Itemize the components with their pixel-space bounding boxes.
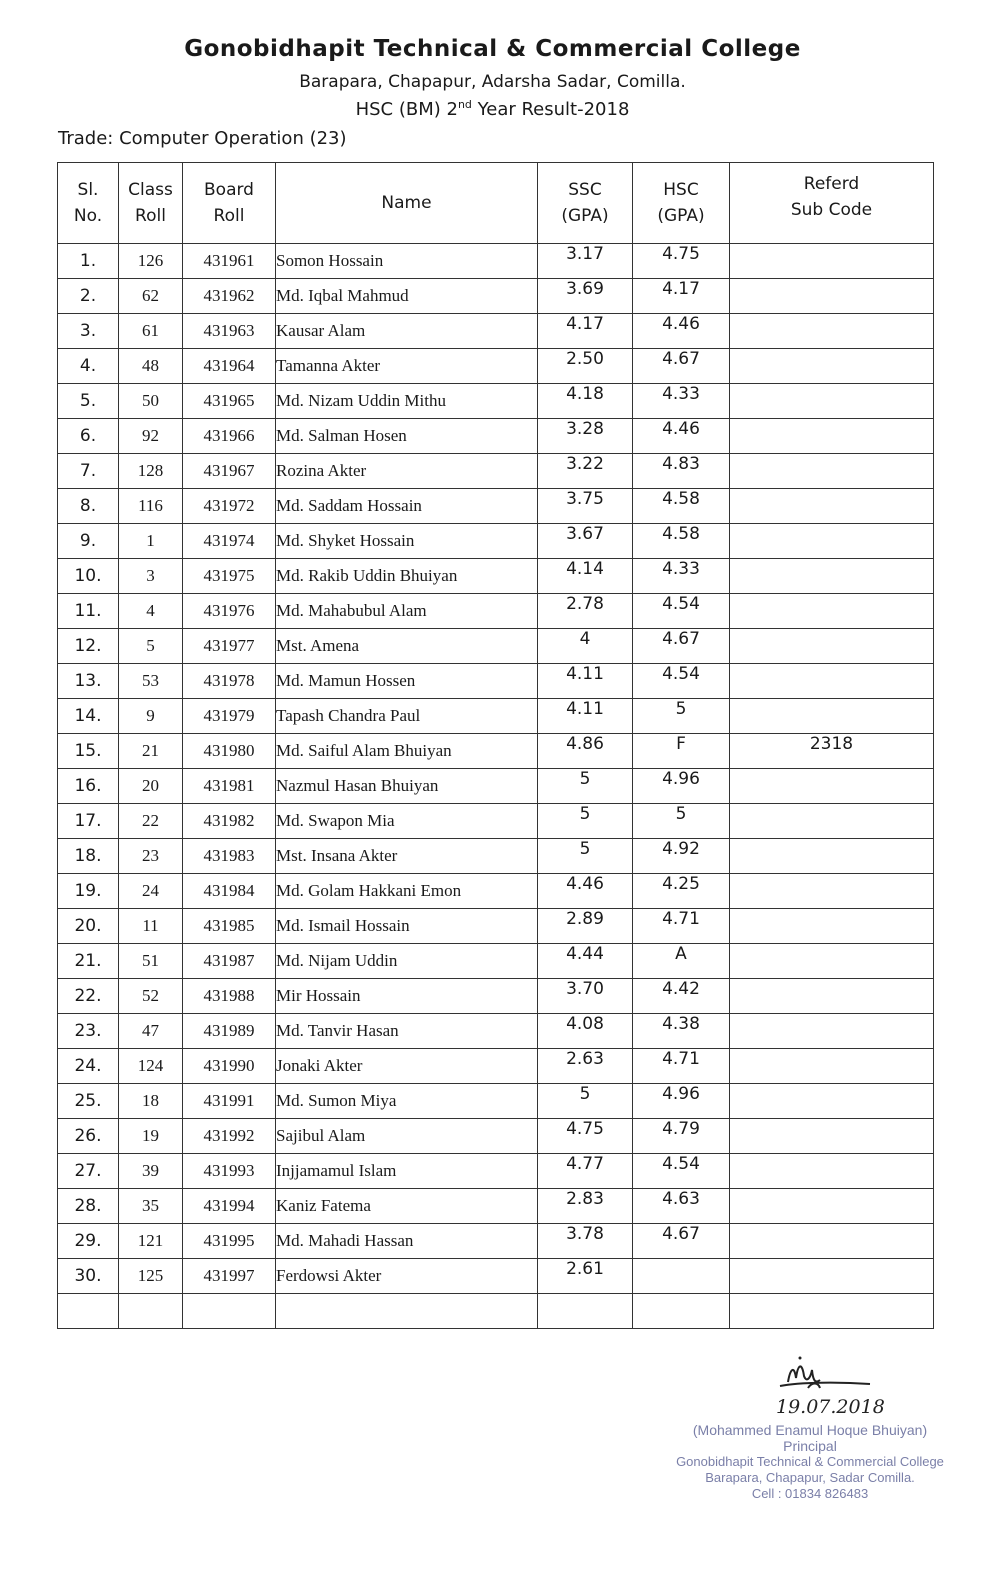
row-name: Md. Saiful Alam Bhuiyan xyxy=(276,734,538,769)
row-referd-sub-code xyxy=(730,664,934,699)
row-class-roll: 11 xyxy=(119,909,183,944)
row-hsc-gpa: F xyxy=(633,734,730,769)
row-board-roll: 431981 xyxy=(183,769,276,804)
row-referd-sub-code xyxy=(730,279,934,314)
row-name: Md. Tanvir Hasan xyxy=(276,1014,538,1049)
row-name: Sajibul Alam xyxy=(276,1119,538,1154)
row-class-roll: 126 xyxy=(119,244,183,279)
row-sl-no: 26. xyxy=(58,1119,119,1154)
row-class-roll: 51 xyxy=(119,944,183,979)
row-hsc-gpa: A xyxy=(633,944,730,979)
row-referd-sub-code xyxy=(730,1189,934,1224)
signature-date: 19.07.2018 xyxy=(776,1396,885,1418)
row-sl-no: 8. xyxy=(58,489,119,524)
table-row xyxy=(58,734,934,769)
row-name: Md. Mahabubul Alam xyxy=(276,594,538,629)
row-class-roll: 19 xyxy=(119,1119,183,1154)
row-referd-sub-code xyxy=(730,629,934,664)
row-hsc-gpa: 4.83 xyxy=(633,454,730,489)
row-name: Md. Swapon Mia xyxy=(276,804,538,839)
row-referd-sub-code xyxy=(730,349,934,384)
row-class-roll: 39 xyxy=(119,1154,183,1189)
row-board-roll: 431995 xyxy=(183,1224,276,1259)
row-ssc-gpa: 4.46 xyxy=(538,874,633,909)
row-sl-no: 21. xyxy=(58,944,119,979)
row-hsc-gpa: 4.96 xyxy=(633,1084,730,1119)
table-row xyxy=(58,629,934,664)
row-ssc-gpa: 2.89 xyxy=(538,909,633,944)
table-row xyxy=(58,874,934,909)
row-class-roll: 22 xyxy=(119,804,183,839)
row-hsc-gpa: 5 xyxy=(633,699,730,734)
row-hsc-gpa: 4.54 xyxy=(633,664,730,699)
row-sl-no: 3. xyxy=(58,314,119,349)
row-class-roll: 18 xyxy=(119,1084,183,1119)
row-hsc-gpa: 5 xyxy=(633,804,730,839)
row-board-roll: 431983 xyxy=(183,839,276,874)
row-board-roll: 431977 xyxy=(183,629,276,664)
row-sl-no: 20. xyxy=(58,909,119,944)
college-name: Gonobidhapit Technical & Commercial College xyxy=(184,36,801,62)
row-hsc-gpa: 4.54 xyxy=(633,1154,730,1189)
row-sl-no: 15. xyxy=(58,734,119,769)
row-referd-sub-code xyxy=(730,594,934,629)
row-sl-no: 23. xyxy=(58,1014,119,1049)
row-sl-no: 7. xyxy=(58,454,119,489)
row-hsc-gpa: 4.25 xyxy=(633,874,730,909)
row-referd-sub-code xyxy=(730,944,934,979)
row-referd-sub-code xyxy=(730,454,934,489)
table-body xyxy=(58,244,934,1329)
row-class-roll xyxy=(119,1294,183,1329)
row-sl-no: 19. xyxy=(58,874,119,909)
table-header-row xyxy=(58,163,934,244)
row-ssc-gpa: 3.75 xyxy=(538,489,633,524)
row-name: Md. Ismail Hossain xyxy=(276,909,538,944)
row-ssc-gpa: 5 xyxy=(538,769,633,804)
stamp-address: Barapara, Chapapur, Sadar Comilla. xyxy=(705,1470,915,1485)
row-board-roll: 431990 xyxy=(183,1049,276,1084)
row-ssc-gpa: 2.83 xyxy=(538,1189,633,1224)
row-referd-sub-code xyxy=(730,769,934,804)
row-name: Md. Saddam Hossain xyxy=(276,489,538,524)
row-name: Md. Nijam Uddin xyxy=(276,944,538,979)
row-board-roll: 431976 xyxy=(183,594,276,629)
row-hsc-gpa: 4.38 xyxy=(633,1014,730,1049)
row-board-roll: 431985 xyxy=(183,909,276,944)
row-name: Mst. Amena xyxy=(276,629,538,664)
row-name: Ferdowsi Akter xyxy=(276,1259,538,1294)
table-row xyxy=(58,384,934,419)
row-ssc-gpa: 3.22 xyxy=(538,454,633,489)
stamp-name: (Mohammed Enamul Hoque Bhuiyan) xyxy=(692,1422,928,1438)
row-board-roll: 431979 xyxy=(183,699,276,734)
table-row xyxy=(58,1014,934,1049)
row-board-roll: 431964 xyxy=(183,349,276,384)
row-ssc-gpa xyxy=(538,1294,633,1329)
row-ssc-gpa: 2.50 xyxy=(538,349,633,384)
table-row xyxy=(58,1294,934,1329)
row-class-roll: 116 xyxy=(119,489,183,524)
row-name: Md. Shyket Hossain xyxy=(276,524,538,559)
row-ssc-gpa: 4.08 xyxy=(538,1014,633,1049)
row-board-roll: 431980 xyxy=(183,734,276,769)
table-row xyxy=(58,1084,934,1119)
table-row xyxy=(58,559,934,594)
table-row xyxy=(58,489,934,524)
header-name: Name xyxy=(276,163,538,244)
row-class-roll: 20 xyxy=(119,769,183,804)
table-row xyxy=(58,804,934,839)
row-referd-sub-code xyxy=(730,909,934,944)
row-board-roll xyxy=(183,1294,276,1329)
table-row xyxy=(58,524,934,559)
row-name: Md. Sumon Miya xyxy=(276,1084,538,1119)
row-board-roll: 431966 xyxy=(183,419,276,454)
row-hsc-gpa: 4.54 xyxy=(633,594,730,629)
row-hsc-gpa: 4.75 xyxy=(633,244,730,279)
table-row xyxy=(58,1049,934,1084)
row-sl-no: 27. xyxy=(58,1154,119,1189)
row-class-roll: 21 xyxy=(119,734,183,769)
row-referd-sub-code xyxy=(730,419,934,454)
row-ssc-gpa: 4.17 xyxy=(538,314,633,349)
row-referd-sub-code xyxy=(730,524,934,559)
row-referd-sub-code xyxy=(730,804,934,839)
row-ssc-gpa: 4.11 xyxy=(538,664,633,699)
stamp-cell: Cell : 01834 826483 xyxy=(751,1486,869,1501)
row-name: Mst. Insana Akter xyxy=(276,839,538,874)
table-row xyxy=(58,944,934,979)
row-board-roll: 431972 xyxy=(183,489,276,524)
table-row xyxy=(58,979,934,1014)
table-row xyxy=(58,279,934,314)
row-referd-sub-code xyxy=(730,244,934,279)
row-sl-no: 13. xyxy=(58,664,119,699)
row-referd-sub-code xyxy=(730,874,934,909)
row-referd-sub-code xyxy=(730,1049,934,1084)
row-class-roll: 128 xyxy=(119,454,183,489)
row-name: Tapash Chandra Paul xyxy=(276,699,538,734)
row-class-roll: 125 xyxy=(119,1259,183,1294)
table-row xyxy=(58,419,934,454)
row-ssc-gpa: 3.78 xyxy=(538,1224,633,1259)
row-board-roll: 431961 xyxy=(183,244,276,279)
row-hsc-gpa: 4.42 xyxy=(633,979,730,1014)
row-name: Md. Iqbal Mahmud xyxy=(276,279,538,314)
row-hsc-gpa xyxy=(633,1259,730,1294)
row-hsc-gpa: 4.46 xyxy=(633,419,730,454)
row-class-roll: 48 xyxy=(119,349,183,384)
row-ssc-gpa: 3.17 xyxy=(538,244,633,279)
row-ssc-gpa: 4.14 xyxy=(538,559,633,594)
table-row xyxy=(58,909,934,944)
row-ssc-gpa: 3.70 xyxy=(538,979,633,1014)
row-hsc-gpa: 4.33 xyxy=(633,384,730,419)
row-ssc-gpa: 3.69 xyxy=(538,279,633,314)
table-row xyxy=(58,1224,934,1259)
row-sl-no: 2. xyxy=(58,279,119,314)
row-hsc-gpa: 4.92 xyxy=(633,839,730,874)
row-board-roll: 431974 xyxy=(183,524,276,559)
row-name: Somon Hossain xyxy=(276,244,538,279)
row-class-roll: 61 xyxy=(119,314,183,349)
table-row xyxy=(58,839,934,874)
row-sl-no: 28. xyxy=(58,1189,119,1224)
row-ssc-gpa: 4.18 xyxy=(538,384,633,419)
row-hsc-gpa: 4.67 xyxy=(633,349,730,384)
row-sl-no: 9. xyxy=(58,524,119,559)
row-referd-sub-code xyxy=(730,1119,934,1154)
result-title-post: Year Result-2018 xyxy=(471,99,630,120)
row-hsc-gpa: 4.63 xyxy=(633,1189,730,1224)
row-sl-no: 12. xyxy=(58,629,119,664)
row-name xyxy=(276,1294,538,1329)
row-referd-sub-code xyxy=(730,489,934,524)
row-board-roll: 431967 xyxy=(183,454,276,489)
row-referd-sub-code xyxy=(730,314,934,349)
result-title xyxy=(0,98,985,120)
row-ssc-gpa: 4.77 xyxy=(538,1154,633,1189)
principal-stamp xyxy=(660,1422,960,1502)
row-ssc-gpa: 5 xyxy=(538,804,633,839)
row-board-roll: 431963 xyxy=(183,314,276,349)
table-row xyxy=(58,1154,934,1189)
row-board-roll: 431989 xyxy=(183,1014,276,1049)
table-row xyxy=(58,314,934,349)
row-class-roll: 47 xyxy=(119,1014,183,1049)
row-hsc-gpa: 4.71 xyxy=(633,1049,730,1084)
college-address: Barapara, Chapapur, Adarsha Sadar, Comilla. xyxy=(299,72,686,92)
row-referd-sub-code xyxy=(730,979,934,1014)
row-name: Tamanna Akter xyxy=(276,349,538,384)
row-ssc-gpa: 5 xyxy=(538,839,633,874)
row-class-roll: 62 xyxy=(119,279,183,314)
row-sl-no: 6. xyxy=(58,419,119,454)
row-board-roll: 431992 xyxy=(183,1119,276,1154)
row-ssc-gpa: 2.63 xyxy=(538,1049,633,1084)
row-ssc-gpa: 4 xyxy=(538,629,633,664)
row-referd-sub-code xyxy=(730,384,934,419)
row-class-roll: 124 xyxy=(119,1049,183,1084)
table-row xyxy=(58,769,934,804)
row-ssc-gpa: 2.61 xyxy=(538,1259,633,1294)
row-ssc-gpa: 4.86 xyxy=(538,734,633,769)
result-title-pre: HSC (BM) 2 xyxy=(355,99,458,120)
row-class-roll: 52 xyxy=(119,979,183,1014)
row-name: Md. Mamun Hossen xyxy=(276,664,538,699)
table-row xyxy=(58,454,934,489)
row-hsc-gpa: 4.67 xyxy=(633,1224,730,1259)
row-hsc-gpa: 4.96 xyxy=(633,769,730,804)
row-hsc-gpa: 4.67 xyxy=(633,629,730,664)
row-hsc-gpa: 4.46 xyxy=(633,314,730,349)
row-board-roll: 431982 xyxy=(183,804,276,839)
row-sl-no: 18. xyxy=(58,839,119,874)
header-class-roll: Class Roll xyxy=(119,163,183,244)
row-ssc-gpa: 5 xyxy=(538,1084,633,1119)
row-board-roll: 431991 xyxy=(183,1084,276,1119)
row-board-roll: 431978 xyxy=(183,664,276,699)
row-name: Kausar Alam xyxy=(276,314,538,349)
row-referd-sub-code xyxy=(730,1084,934,1119)
header-sl-no: Sl. No. xyxy=(58,163,119,244)
row-referd-sub-code xyxy=(730,1224,934,1259)
row-class-roll: 5 xyxy=(119,629,183,664)
row-class-roll: 23 xyxy=(119,839,183,874)
row-board-roll: 431975 xyxy=(183,559,276,594)
row-sl-no: 14. xyxy=(58,699,119,734)
row-ssc-gpa: 4.75 xyxy=(538,1119,633,1154)
table-row xyxy=(58,244,934,279)
result-title-sup: nd xyxy=(457,98,472,111)
row-class-roll: 53 xyxy=(119,664,183,699)
row-class-roll: 3 xyxy=(119,559,183,594)
row-sl-no: 22. xyxy=(58,979,119,1014)
row-referd-sub-code xyxy=(730,1294,934,1329)
row-hsc-gpa: 4.17 xyxy=(633,279,730,314)
stamp-college: Gonobidhapit Technical & Commercial College xyxy=(676,1454,944,1469)
row-class-roll: 92 xyxy=(119,419,183,454)
row-name: Jonaki Akter xyxy=(276,1049,538,1084)
row-sl-no: 5. xyxy=(58,384,119,419)
row-hsc-gpa: 4.71 xyxy=(633,909,730,944)
row-sl-no: 11. xyxy=(58,594,119,629)
signature-mark xyxy=(760,1352,890,1402)
row-sl-no: 25. xyxy=(58,1084,119,1119)
row-ssc-gpa: 3.67 xyxy=(538,524,633,559)
row-referd-sub-code xyxy=(730,699,934,734)
row-class-roll: 9 xyxy=(119,699,183,734)
row-name: Kaniz Fatema xyxy=(276,1189,538,1224)
table-row xyxy=(58,1119,934,1154)
row-hsc-gpa: 4.33 xyxy=(633,559,730,594)
row-ssc-gpa: 4.11 xyxy=(538,699,633,734)
row-sl-no: 16. xyxy=(58,769,119,804)
stamp-role: Principal xyxy=(783,1438,837,1454)
row-name: Md. Salman Hosen xyxy=(276,419,538,454)
row-name: Md. Golam Hakkani Emon xyxy=(276,874,538,909)
row-hsc-gpa: 4.79 xyxy=(633,1119,730,1154)
row-sl-no: 29. xyxy=(58,1224,119,1259)
row-name: Nazmul Hasan Bhuiyan xyxy=(276,769,538,804)
table-row xyxy=(58,594,934,629)
header-board-roll: Board Roll xyxy=(183,163,276,244)
row-name: Injjamamul Islam xyxy=(276,1154,538,1189)
table-row xyxy=(58,1189,934,1224)
row-board-roll: 431993 xyxy=(183,1154,276,1189)
header-referd-sub-code: Referd Sub Code xyxy=(730,163,934,244)
row-sl-no: 4. xyxy=(58,349,119,384)
table-row xyxy=(58,349,934,384)
row-class-roll: 50 xyxy=(119,384,183,419)
row-class-roll: 121 xyxy=(119,1224,183,1259)
row-board-roll: 431987 xyxy=(183,944,276,979)
result-table xyxy=(57,162,934,1329)
header-ssc-gpa: SSC (GPA) xyxy=(538,163,633,244)
table-row xyxy=(58,664,934,699)
row-sl-no: 30. xyxy=(58,1259,119,1294)
row-referd-sub-code xyxy=(730,1259,934,1294)
row-class-roll: 1 xyxy=(119,524,183,559)
row-name: Md. Mahadi Hassan xyxy=(276,1224,538,1259)
row-referd-sub-code xyxy=(730,559,934,594)
row-name: Md. Rakib Uddin Bhuiyan xyxy=(276,559,538,594)
row-board-roll: 431965 xyxy=(183,384,276,419)
row-sl-no xyxy=(58,1294,119,1329)
row-sl-no: 17. xyxy=(58,804,119,839)
row-class-roll: 4 xyxy=(119,594,183,629)
row-sl-no: 1. xyxy=(58,244,119,279)
signature-block xyxy=(660,1352,960,1532)
table-row xyxy=(58,699,934,734)
row-referd-sub-code xyxy=(730,1154,934,1189)
row-board-roll: 431988 xyxy=(183,979,276,1014)
row-referd-sub-code: 2318 xyxy=(730,734,934,769)
row-board-roll: 431997 xyxy=(183,1259,276,1294)
row-class-roll: 35 xyxy=(119,1189,183,1224)
row-ssc-gpa: 4.44 xyxy=(538,944,633,979)
row-referd-sub-code xyxy=(730,1014,934,1049)
header-hsc-gpa: HSC (GPA) xyxy=(633,163,730,244)
row-sl-no: 10. xyxy=(58,559,119,594)
row-referd-sub-code xyxy=(730,839,934,874)
row-name: Md. Nizam Uddin Mithu xyxy=(276,384,538,419)
row-ssc-gpa: 2.78 xyxy=(538,594,633,629)
table-row xyxy=(58,1259,934,1294)
trade-label: Trade: Computer Operation (23) xyxy=(58,128,347,149)
row-name: Mir Hossain xyxy=(276,979,538,1014)
row-name: Rozina Akter xyxy=(276,454,538,489)
row-board-roll: 431994 xyxy=(183,1189,276,1224)
row-class-roll: 24 xyxy=(119,874,183,909)
row-ssc-gpa: 3.28 xyxy=(538,419,633,454)
row-hsc-gpa xyxy=(633,1294,730,1329)
row-hsc-gpa: 4.58 xyxy=(633,489,730,524)
row-sl-no: 24. xyxy=(58,1049,119,1084)
row-board-roll: 431962 xyxy=(183,279,276,314)
row-board-roll: 431984 xyxy=(183,874,276,909)
row-hsc-gpa: 4.58 xyxy=(633,524,730,559)
